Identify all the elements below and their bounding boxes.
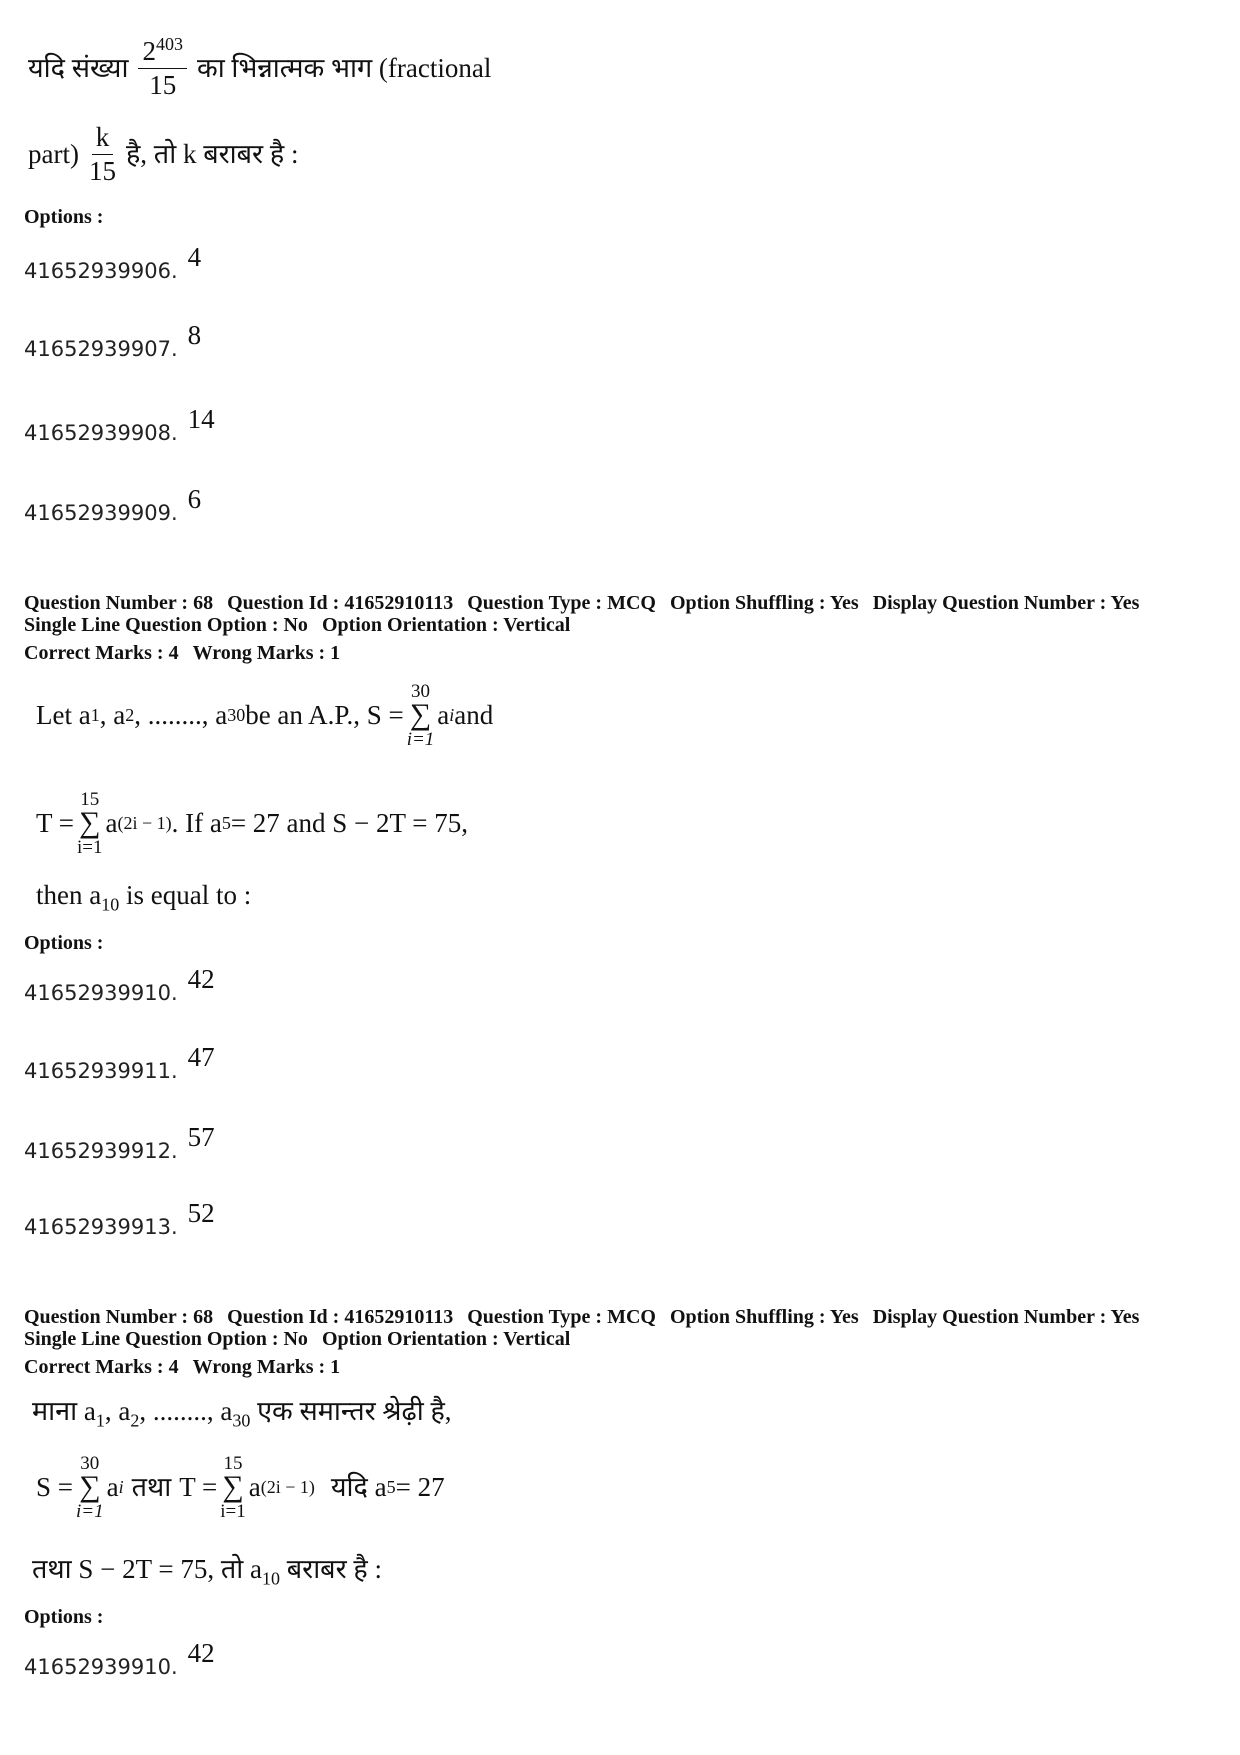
subscript: 30 (232, 1410, 251, 1431)
summation-s (76, 1454, 104, 1521)
meta-line-2 (24, 614, 1153, 636)
q68-en-meta (24, 592, 1153, 664)
option-id: 41652939913. (24, 1215, 178, 1239)
option-value: 8 (187, 320, 202, 350)
subscript: 10 (101, 894, 120, 915)
lower-limit: i=1 (76, 836, 103, 858)
meta-line-3 (24, 642, 1153, 664)
text: and (454, 699, 494, 730)
q67-option-1[interactable] (24, 242, 202, 283)
lower-limit: i=1 (220, 1500, 246, 1522)
option-id: 41652939907. (24, 337, 178, 361)
text: तथा (131, 1471, 172, 1502)
q67-frac-denominator: 15 (149, 70, 177, 100)
upper-limit: 30 (80, 1453, 100, 1474)
q67-fraction-power (138, 34, 187, 100)
wrong-marks: Wrong Marks : 1 (192, 1356, 341, 1378)
text: a (437, 699, 450, 730)
q68-en-line-2: T = 15 ∑ i=1 a (2i − 1) . If a 5 = 27 and S − 2T = 75, (36, 789, 469, 858)
option-value: 42 (187, 964, 215, 994)
option-id: 41652939910. (24, 981, 178, 1005)
sigma-symbol: ∑ (409, 698, 432, 731)
meta-line-3 (24, 1356, 1153, 1378)
option-orientation: Option Orientation : Vertical (321, 614, 571, 636)
q67-hindi-text-1: यदि संख्या (28, 53, 129, 83)
text: . If a (171, 807, 222, 838)
display-question-number: Display Question Number : Yes (872, 592, 1140, 614)
question-type: Question Type : MCQ (467, 592, 656, 614)
q68-en-option-4[interactable] (24, 1198, 215, 1239)
q68-hi-line-2: S = 30 ∑ i=1 a i तथा T = 15 ∑ i=1 a (2i − 1) यदि a 5 = 27 (36, 1453, 445, 1522)
q68-hi-options-label: Options : (24, 1606, 104, 1628)
sigma-symbol: ∑ (222, 1470, 244, 1503)
q67-k-denominator: 15 (88, 156, 116, 186)
single-line-option: Single Line Question Option : No (24, 1328, 308, 1350)
q67-hindi-text-2: का भिन्नात्मक भाग (fractional (196, 53, 492, 83)
option-value: 47 (187, 1042, 215, 1072)
option-id: 41652939912. (24, 1139, 178, 1163)
text: a (248, 1471, 261, 1502)
text: S = (36, 1471, 73, 1502)
q67-frac-exponent: 403 (155, 34, 183, 54)
sigma-symbol: ∑ (79, 1470, 101, 1503)
wrong-marks: Wrong Marks : 1 (192, 642, 341, 664)
text: , ........, a (134, 699, 228, 730)
subscript: 10 (261, 1568, 280, 1589)
q67-hindi-text-3: है, तो k बराबर है : (125, 139, 299, 169)
text: , a (104, 1396, 131, 1426)
q67-option-2[interactable] (24, 320, 202, 361)
q68-en-options-label: Options : (24, 932, 104, 954)
q68-en-option-3[interactable] (24, 1122, 215, 1163)
q67-fraction-k (89, 124, 116, 185)
sigma-symbol: ∑ (79, 806, 101, 839)
q67-option-4[interactable] (24, 484, 202, 525)
summation-t (220, 1454, 246, 1521)
text: a (106, 1471, 119, 1502)
q68-hi-line-3 (32, 1554, 382, 1589)
q68-en-option-1[interactable] (24, 964, 215, 1005)
option-shuffling: Option Shuffling : Yes (669, 1306, 859, 1328)
subscript: 1 (95, 1410, 105, 1431)
option-value: 4 (187, 242, 202, 272)
meta-line-1 (24, 592, 1153, 614)
question-number: Question Number : 68 (24, 1306, 214, 1328)
text: , ........, a (139, 1396, 233, 1426)
text: , a (99, 699, 126, 730)
text: Let a (36, 699, 91, 730)
q68-en-option-2[interactable] (24, 1042, 215, 1083)
text: then a (36, 880, 102, 910)
meta-line-1 (24, 1306, 1153, 1328)
q67-frac-base: 2 (142, 36, 156, 66)
q67-line-2 (28, 124, 298, 185)
option-id: 41652939906. (24, 259, 178, 283)
text: a (105, 807, 118, 838)
option-shuffling: Option Shuffling : Yes (669, 592, 859, 614)
q67-k-numerator: k (92, 124, 114, 155)
q67-options-label: Options : (24, 206, 104, 228)
option-value: 57 (187, 1122, 215, 1152)
q68-hi-line-1 (32, 1396, 452, 1431)
question-id: Question Id : 41652910113 (227, 1306, 454, 1328)
meta-line-2 (24, 1328, 1153, 1350)
option-id: 41652939908. (24, 421, 178, 445)
q68-hi-option-1[interactable] (24, 1638, 215, 1679)
option-id: 41652939910. (24, 1655, 178, 1679)
question-number: Question Number : 68 (24, 592, 214, 614)
option-value: 6 (187, 484, 202, 514)
text: माना a (32, 1396, 96, 1426)
q68-en-line-1: Let a 1 , a 2 , ........, a 30 be an A.P., S = 30 ∑ i=1 a i and (36, 681, 494, 750)
text: यदि a (330, 1471, 387, 1502)
upper-limit: 30 (410, 681, 430, 702)
text: तथा S − 2T = 75, तो a (32, 1554, 262, 1584)
lower-limit: i=1 (76, 1500, 104, 1522)
option-id: 41652939911. (24, 1059, 178, 1083)
option-orientation: Option Orientation : Vertical (321, 1328, 571, 1350)
upper-limit: 15 (223, 1453, 243, 1474)
text: be an A.P., S = (245, 699, 404, 730)
option-value: 52 (187, 1198, 215, 1228)
q67-line-1 (28, 34, 492, 100)
question-type: Question Type : MCQ (467, 1306, 656, 1328)
summation-s (407, 682, 435, 749)
single-line-option: Single Line Question Option : No (24, 614, 308, 636)
option-value: 14 (187, 404, 215, 434)
text: T = (36, 807, 74, 838)
text: is equal to : (119, 880, 252, 910)
q67-part-label: part) (28, 139, 79, 169)
summation-t (77, 790, 103, 857)
upper-limit: 15 (80, 789, 100, 810)
correct-marks: Correct Marks : 4 (24, 1356, 179, 1378)
text: = 27 (395, 1471, 445, 1502)
option-id: 41652939909. (24, 501, 178, 525)
correct-marks: Correct Marks : 4 (24, 642, 179, 664)
q68-hi-meta (24, 1306, 1153, 1378)
display-question-number: Display Question Number : Yes (872, 1306, 1140, 1328)
option-value: 42 (187, 1638, 215, 1668)
question-id: Question Id : 41652910113 (227, 592, 454, 614)
text: = 27 and S − 2T = 75, (230, 807, 469, 838)
q68-en-line-3 (36, 880, 252, 915)
text: बराबर है : (279, 1554, 382, 1584)
q67-option-3[interactable] (24, 404, 215, 445)
lower-limit: i=1 (406, 728, 435, 750)
text: T = (179, 1471, 218, 1502)
subscript: 2 (130, 1410, 140, 1431)
text: एक समान्तर श्रेढ़ी है, (250, 1396, 452, 1426)
